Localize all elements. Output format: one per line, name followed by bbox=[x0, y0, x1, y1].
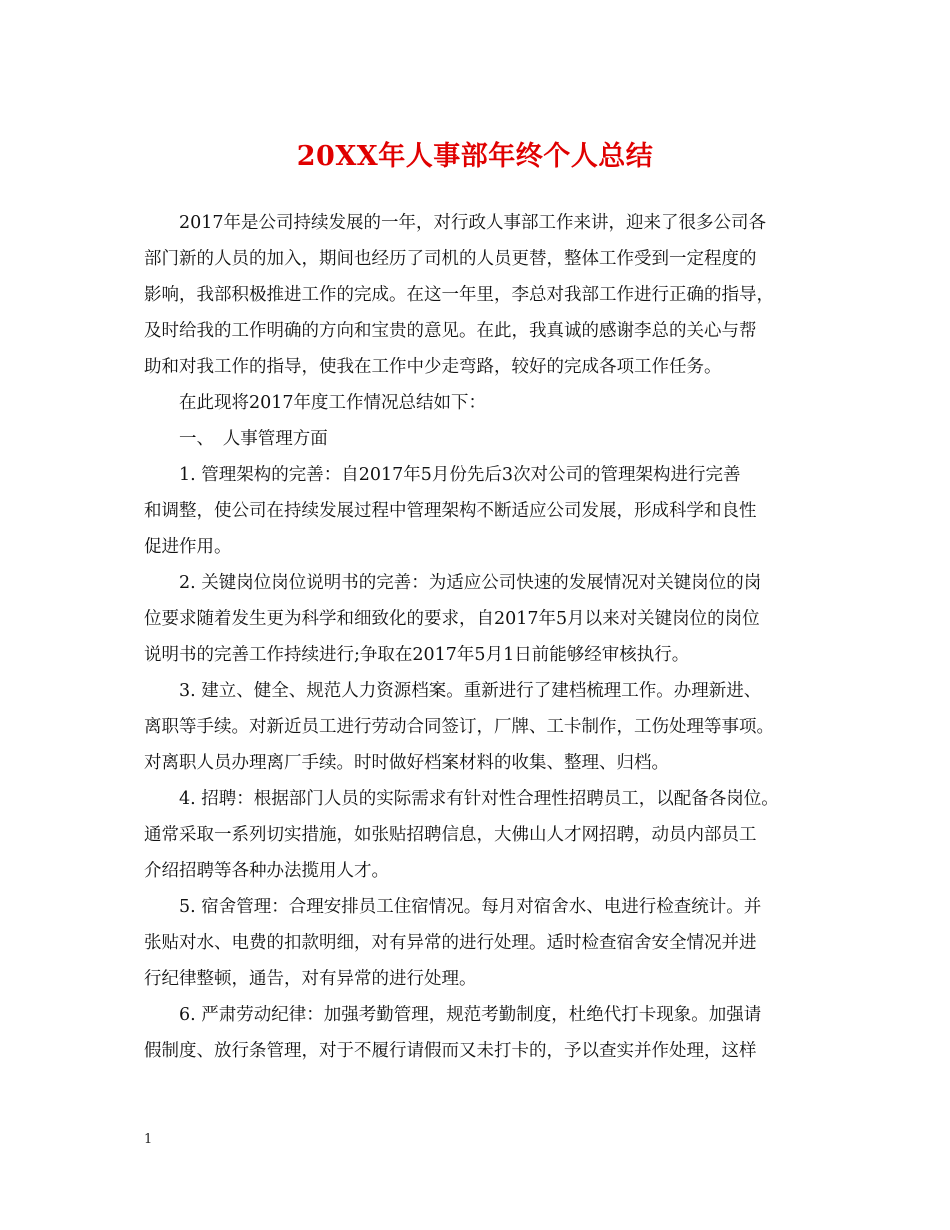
body-line: 部门新的人员的加入，期间也经历了司机的人员更替，整体工作受到一定程度的 bbox=[144, 249, 757, 269]
body-line: 影响，我部积极推进工作的完成。在这一年里，李总对我部工作进行正确的指导， bbox=[144, 285, 774, 305]
body-line: 在此现将2017年度工作情况总结如下： bbox=[144, 393, 487, 413]
body-line: 2. 关键岗位岗位说明书的完善：为适应公司快速的发展情况对关键岗位的岗 bbox=[144, 573, 762, 593]
body-line: 助和对我工作的指导，使我在工作中少走弯路，较好的完成各项工作任务。 bbox=[144, 357, 722, 377]
section-heading: 一、 人事管理方面 bbox=[144, 429, 328, 449]
body-line: 对离职人员办理离厂手续。时时做好档案材料的收集、整理、归档。 bbox=[144, 753, 669, 773]
body-line: 1. 管理架构的完善：自2017年5月份先后3次对公司的管理架构进行完善 bbox=[144, 465, 741, 485]
page-number: 1 bbox=[144, 1132, 153, 1147]
body-line: 说明书的完善工作持续进行;争取在2017年5月1日前能够经审核执行。 bbox=[144, 645, 690, 665]
body-line: 张贴对水、电费的扣款明细，对有异常的进行处理。适时检查宿舍安全情况并进 bbox=[144, 933, 757, 953]
body-line: 及时给我的工作明确的方向和宝贵的意见。在此，我真诚的感谢李总的关心与帮 bbox=[144, 321, 757, 341]
body-line: 通常采取一系列切实措施，如张贴招聘信息，大佛山人才网招聘，动员内部员工 bbox=[144, 825, 757, 845]
body-line: 促进作用。 bbox=[144, 537, 232, 557]
body-line: 和调整，使公司在持续发展过程中管理架构不断适应公司发展，形成科学和良性 bbox=[144, 501, 757, 521]
body-line: 位要求随着发生更为科学和细致化的要求，自2017年5月以来对关键岗位的岗位 bbox=[144, 609, 760, 629]
body-line: 介绍招聘等各种办法揽用人才。 bbox=[144, 861, 389, 881]
body-line: 4. 招聘：根据部门人员的实际需求有针对性合理性招聘员工，以配备各岗位。 bbox=[144, 789, 779, 809]
body-line: 5. 宿舍管理：合理安排员工住宿情况。每月对宿舍水、电进行检查统计。并 bbox=[144, 897, 762, 917]
document-title: 20XX年人事部年终个人总结 bbox=[296, 141, 654, 172]
body-line: 3. 建立、健全、规范人力资源档案。重新进行了建档梳理工作。办理新进、 bbox=[144, 681, 762, 701]
body-line: 6. 严肃劳动纪律：加强考勤管理，规范考勤制度，杜绝代打卡现象。加强请 bbox=[144, 1005, 762, 1025]
body-line: 行纪律整顿，通告，对有异常的进行处理。 bbox=[144, 969, 477, 989]
body-line: 离职等手续。对新近员工进行劳动合同签订，厂牌、工卡制作，工伤处理等事项。 bbox=[144, 717, 774, 737]
body-line: 假制度、放行条管理，对于不履行请假而又未打卡的，予以查实并作处理，这样 bbox=[144, 1041, 757, 1061]
body-line: 2017年是公司持续发展的一年，对行政人事部工作来讲，迎来了很多公司各 bbox=[144, 213, 767, 233]
